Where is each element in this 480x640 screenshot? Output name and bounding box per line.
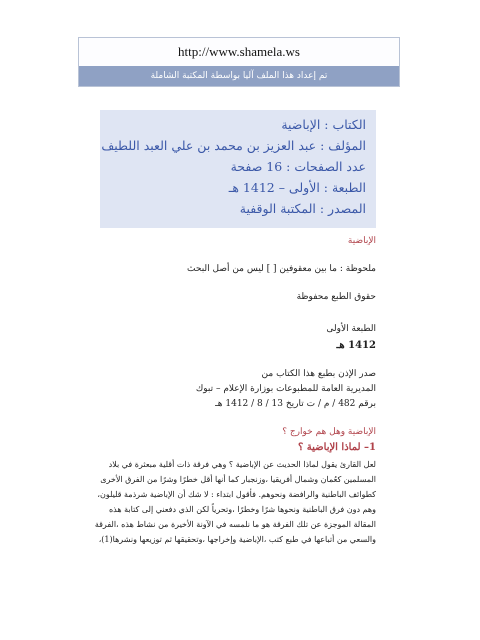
permit-line-2: المديرية العامة للمطبوعات بوزارة الإعلام – تبوك bbox=[195, 384, 376, 394]
para1-line-2: المسلمين كعُمان وشمال أفريقيا ،وزنجبار كما أنها أقل خطرًا وشرًا من الفرق الأخرى bbox=[100, 475, 376, 484]
permit-line-1: صدر الإذن بطبع هذا الكتاب من bbox=[261, 369, 376, 379]
header-subtitle: تم إعداد هذا الملف آليا بواسطة المكتبة الشاملة bbox=[79, 66, 399, 86]
book-title: الكتاب : الإباضية bbox=[281, 117, 366, 132]
note-line: ملحوظة : ما بين معقوفين [ ] ليس من أصل البحث bbox=[187, 264, 376, 274]
rights-line: حقوق الطبع محفوظة bbox=[296, 292, 376, 302]
section-title: الإباضية bbox=[347, 236, 376, 246]
para2-line-1: وهم دون فرق الباطنية ونحوها شرًا وخطرًا ،وتحرياً لكن الذي دفعني إلى كتابة هذه bbox=[108, 505, 376, 514]
question-line: الإباضية وهل هم خوارج ؟ bbox=[282, 427, 376, 437]
site-header bbox=[78, 37, 400, 87]
edition-year: 1412 هـ bbox=[336, 340, 376, 351]
site-url-link[interactable]: http://www.shamela.ws bbox=[79, 38, 399, 66]
edition-label: الطبعة الأولى bbox=[326, 324, 376, 334]
book-pages: عدد الصفحات : 16 صفحة bbox=[230, 159, 366, 174]
book-edition: الطبعة : الأولى – 1412 هـ bbox=[228, 180, 366, 195]
para2-line-3: والسعي من أتباعها في طبع كتب ،الإباضية وإخراجها ،وتحقيقها ثم توزيعها ونشرها(1)، bbox=[98, 535, 376, 544]
para2-line-2: المقالة الموجزة عن تلك الفرقة هو ما نلمسه في الآونة الأخيرة من نشاط هذه ،الفرقة bbox=[94, 520, 376, 529]
book-source: المصدر : المكتبة الوقفية bbox=[239, 201, 366, 216]
subheading: 1– لماذا الإباضية ؟ bbox=[297, 442, 376, 453]
permit-line-3: برقم 482 / م / ت تاريخ 13 / 8 / 1412 هـ bbox=[215, 399, 376, 409]
para1-line-1: لعل القارئ يقول لماذا الحديث عن الإباضية ؟ وهي فرقة ذات أقلية مبعثرة في بلاد bbox=[108, 460, 376, 469]
para1-line-3: كطوائف الباطنية والرافضة ونحوهم. فأقول ابتداء : لا شك أن الإباضية شرذمة قليلون، bbox=[97, 490, 376, 499]
book-info-box bbox=[100, 110, 376, 228]
book-author: المؤلف : عبد العزيز بن محمد بن علي العبد اللطيف bbox=[101, 138, 366, 153]
document-body bbox=[94, 232, 376, 544]
